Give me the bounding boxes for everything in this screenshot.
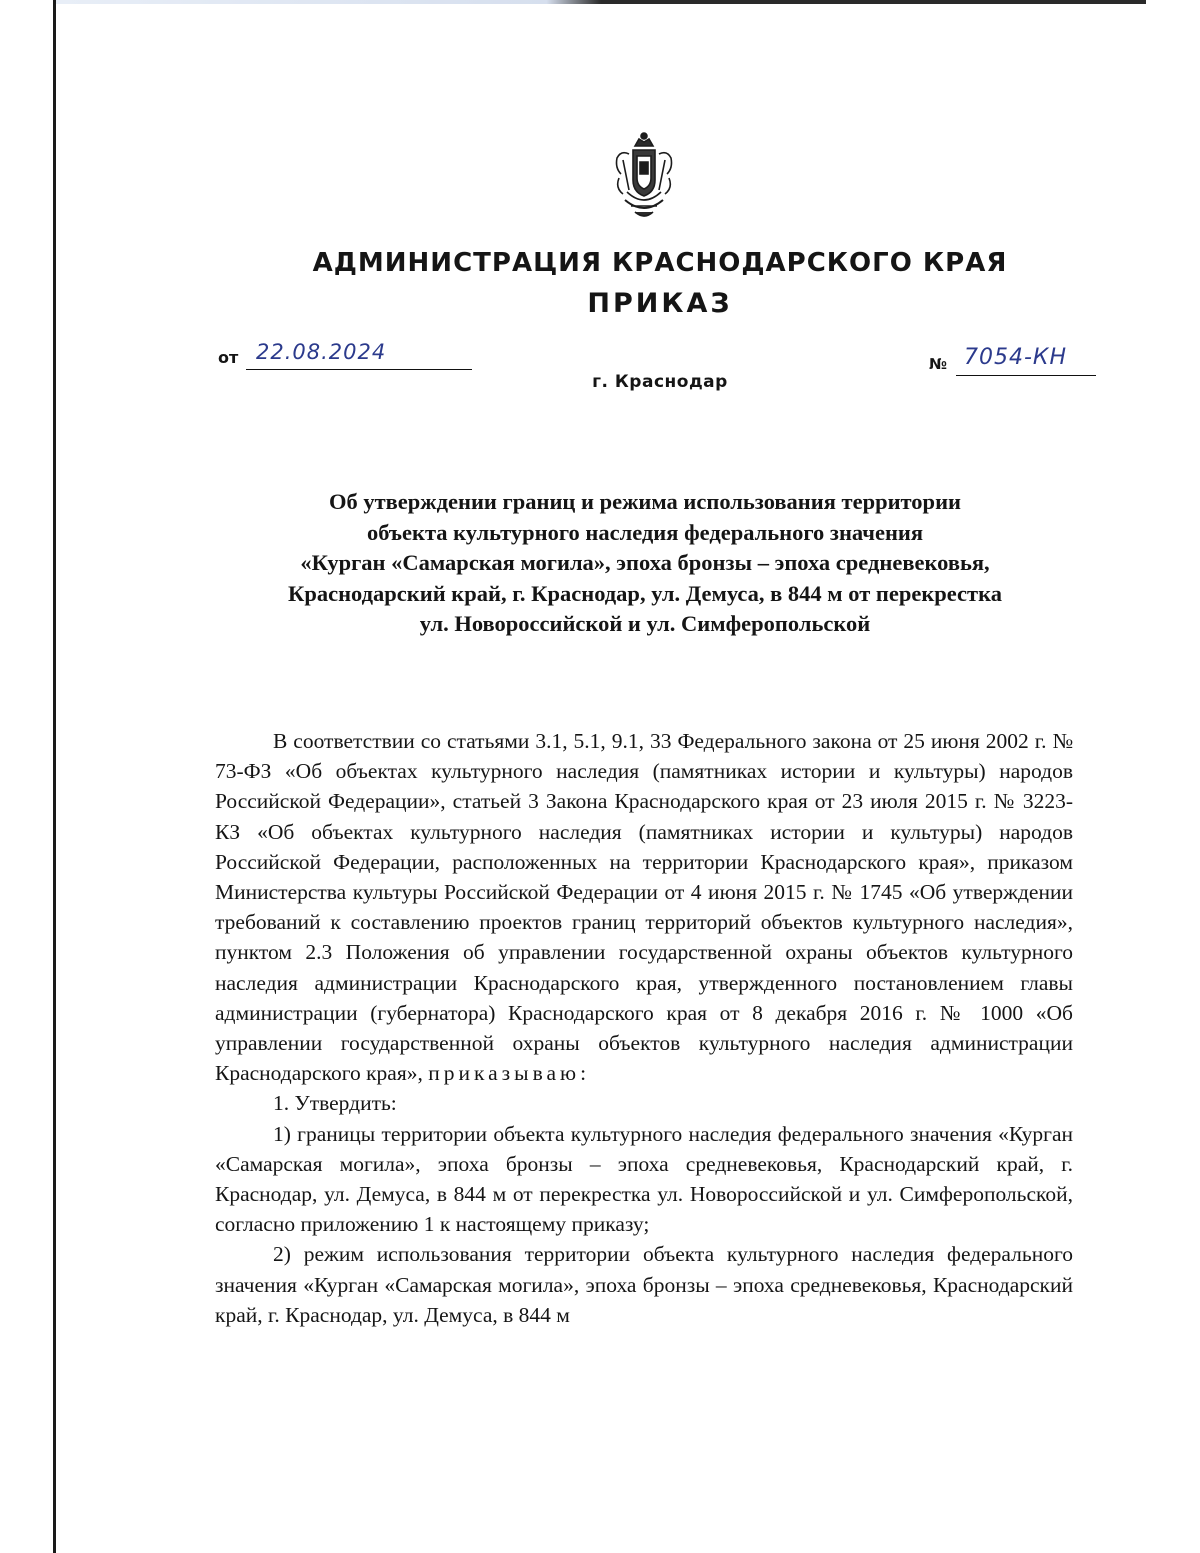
organization-name: АДМИНИСТРАЦИЯ КРАСНОДАРСКОГО КРАЯ bbox=[312, 248, 1008, 278]
city-line: г. Краснодар bbox=[592, 372, 728, 392]
title-line: объекта культурного наследия федерального значения bbox=[366, 519, 924, 545]
item-1: 1. Утвердить: bbox=[273, 1091, 397, 1116]
date-underline bbox=[246, 369, 472, 370]
order-word: приказываю: bbox=[428, 1061, 591, 1086]
item-1-1: 1) границы территории объекта культурного наследия федерального значения «Курган «Самарская могила», эпоха бронзы – эпоха средневековья, Краснодарский край, г. Краснодар, ул. Демуса, в 844 м от перекрестка ул. Новороссийской и ул. Симферопольской, согласно приложению 1 к настоящему приказу; bbox=[215, 1121, 1073, 1237]
document-type: ПРИКАЗ bbox=[587, 288, 733, 319]
title-line: Краснодарский край, г. Краснодар, ул. Демуса, в 844 м от перекрестка bbox=[288, 580, 1002, 606]
title-line: Об утверждении границ и режима использования территории bbox=[328, 489, 962, 514]
document-body bbox=[215, 726, 1073, 1330]
date-label: от bbox=[218, 348, 239, 367]
preamble-paragraph bbox=[215, 726, 1073, 1088]
preamble-text: В соответствии со статьями 3.1, 5.1, 9.1, 33 Федерального закона от 25 июня 2002 г. № 73-ФЗ «Об объектах культурного наследия (памятниках истории и культуры) народов Российской Федерации», статьей 3 Закона Краснодарского края от 23 июля 2015 г. № 3223-КЗ «Об объектах культурного наследия (памятниках истории и культуры) народов Российской Федерации, расположенных на территории Краснодарского края», приказом Министерства культуры Российской Федерации от 4 июня 2015 г. № 1745 «Об утверждении требований к составлению проектов границ территорий объектов культурного наследия», пунктом 2.3 Положения об управлении государственной охраны объектов культурного наследия администрации Краснодарского края, утвержденного постановлением главы администрации (губернатора) Краснодарского края от 8 декабря 2016 г. № 1000 «Об управлении государственной охраны объектов культурного наследия администрации Краснодарского края», bbox=[215, 729, 1073, 1086]
scan-top-edge bbox=[56, 0, 1146, 4]
number-label: № bbox=[929, 355, 948, 373]
date-value-handwritten: 22.08.2024 bbox=[256, 340, 387, 364]
title-line: «Курган «Самарская могила», эпоха бронзы – эпоха средневековья, bbox=[300, 550, 990, 575]
scan-left-edge bbox=[53, 0, 56, 1553]
number-value-handwritten: 7054-КН bbox=[964, 345, 1068, 370]
number-underline bbox=[956, 375, 1096, 376]
item-1-2: 2) режим использования территории объекта культурного наследия федерального значения «Курган «Самарская могила», эпоха бронзы – эпоха средневековья, Краснодарский край, г. Краснодар, ул. Демуса, в 844 м bbox=[215, 1242, 1073, 1327]
title-line: ул. Новороссийской и ул. Симферопольской bbox=[419, 611, 871, 636]
coat-of-arms-emblem bbox=[611, 130, 677, 222]
document-title bbox=[200, 487, 1090, 640]
